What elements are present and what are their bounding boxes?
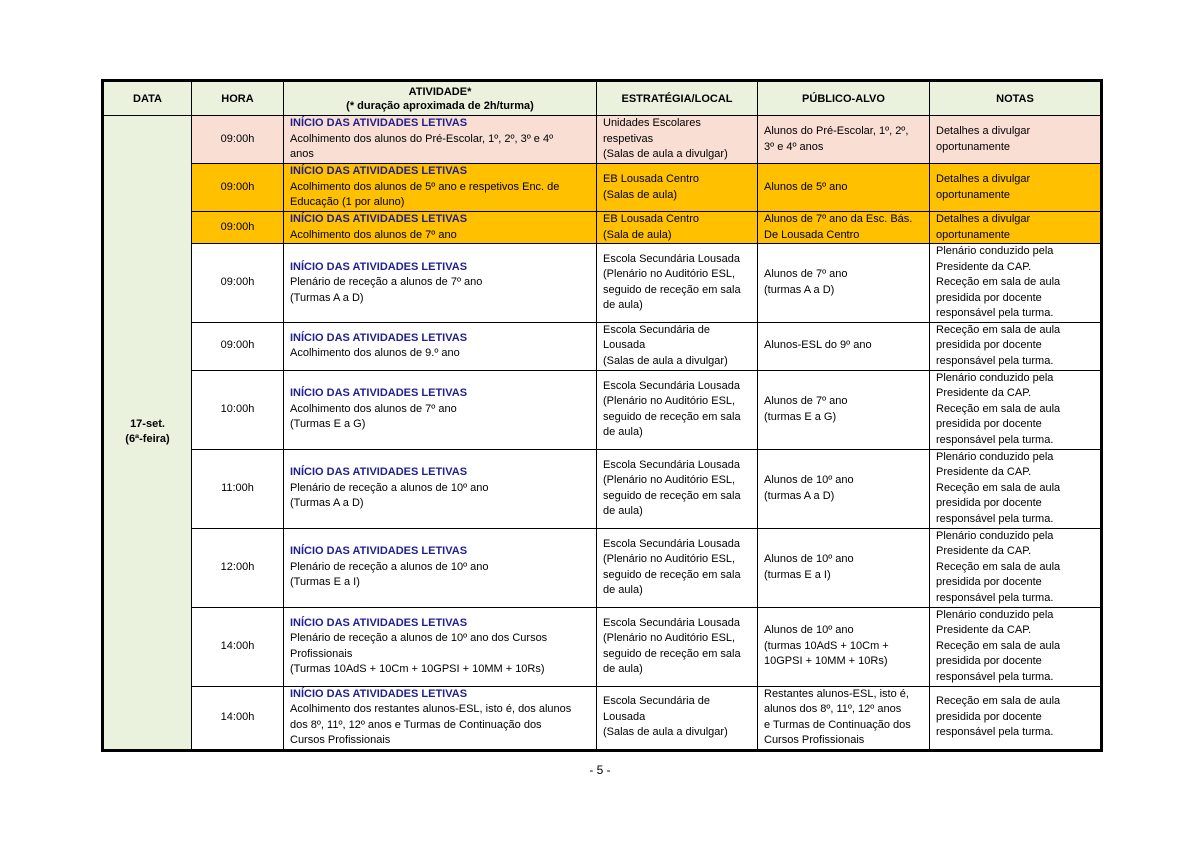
audience-cell (758, 686, 930, 750)
audience-line: De Lousada Centro (764, 228, 860, 241)
strategy-line: Escola Secundária de (603, 695, 711, 708)
activity-desc-line: Plenário de receção a alunos de 10º ano (290, 481, 489, 494)
activity-cell (284, 322, 597, 370)
audience-line: (turmas E a I) (764, 568, 831, 581)
strategy-cell (597, 212, 758, 244)
strategy-line: (Salas de aula a divulgar) (603, 354, 728, 367)
audience-line: Alunos de 7º ano (764, 395, 848, 407)
notes-line: responsável pela turma. (936, 512, 1054, 525)
notes-line: Presidente da CAP. (936, 624, 1032, 637)
strategy-line: Escola Secundária Lousada (603, 458, 740, 471)
notes-cell (930, 528, 1102, 607)
notes-line: presidida por docente (936, 291, 1042, 304)
notes-cell (930, 322, 1102, 370)
strategy-line: (Plenário no Auditório ESL, (603, 395, 736, 407)
audience-cell (758, 212, 930, 244)
notes-line: Detalhes a divulgar (936, 125, 1031, 137)
table-row (103, 244, 1102, 323)
header-data: DATA (103, 81, 192, 116)
time-cell: 09:00h (192, 212, 284, 244)
time-cell: 09:00h (192, 322, 284, 370)
strategy-line: de aula) (603, 505, 643, 517)
strategy-line: Unidades Escolares (603, 117, 701, 130)
audience-line: Alunos de 10º ano (764, 624, 854, 637)
activity-cell (284, 164, 597, 212)
notes-line: Receção em sala de aula (936, 639, 1061, 652)
strategy-line: Escola Secundária Lousada (603, 252, 740, 265)
activity-desc-line: Plenário de receção a alunos de 10º ano (290, 560, 489, 573)
table-row (103, 322, 1102, 370)
activity-desc-line: anos (290, 148, 314, 161)
activity-desc-line: Plenário de receção a alunos de 7º ano (290, 276, 483, 288)
date-line1: 17-set. (130, 417, 165, 430)
strategy-line: seguido de receção em sala (603, 283, 741, 296)
notes-line: Presidente da CAP. (936, 260, 1032, 273)
audience-line: e Turmas de Continuação dos (764, 718, 911, 731)
strategy-line: (Sala de aula) (603, 228, 672, 241)
strategy-line: (Salas de aula a divulgar) (603, 726, 728, 739)
strategy-line: (Plenário no Auditório ESL, (603, 268, 736, 281)
notes-line: responsável pela turma. (936, 591, 1054, 604)
strategy-line: de aula) (603, 584, 643, 596)
activity-title: INÍCIO DAS ATIVIDADES LETIVAS (290, 260, 468, 273)
notes-line: Plenário conduzido pela (936, 371, 1054, 384)
strategy-line: (Plenário no Auditório ESL, (603, 474, 736, 486)
notes-line: oportunamente (936, 188, 1010, 201)
notes-line: responsável pela turma. (936, 433, 1054, 446)
header-atividade (284, 81, 597, 116)
table-row (103, 528, 1102, 607)
strategy-cell (597, 370, 758, 449)
header-atividade-note: (* duração aproximada de 2h/turma) (346, 99, 534, 112)
notes-line: Receção em sala de aula (936, 402, 1061, 415)
notes-line: Detalhes a divulgar (936, 213, 1031, 225)
strategy-line: seguido de receção em sala (603, 568, 741, 581)
notes-line: presidida por docente (936, 497, 1042, 510)
notes-line: Presidente da CAP. (936, 387, 1032, 400)
activity-desc-line: (Turmas E a G) (290, 418, 366, 431)
activity-title: INÍCIO DAS ATIVIDADES LETIVAS (290, 165, 468, 178)
activity-desc-line: (Turmas A a D) (290, 291, 364, 304)
header-notas: NOTAS (930, 81, 1102, 116)
activity-title: INÍCIO DAS ATIVIDADES LETIVAS (290, 616, 468, 629)
table-header-row (103, 81, 1102, 116)
activity-title: INÍCIO DAS ATIVIDADES LETIVAS (290, 687, 468, 700)
notes-line: responsável pela turma. (936, 670, 1054, 683)
strategy-line: de aula) (603, 426, 643, 438)
time-cell: 14:00h (192, 686, 284, 750)
audience-line: Alunos-ESL do 9º ano (764, 339, 872, 352)
notes-line: Plenário conduzido pela (936, 245, 1054, 257)
time-cell: 09:00h (192, 244, 284, 323)
strategy-line: Escola Secundária de (603, 323, 711, 336)
activity-desc-line: Acolhimento dos alunos de 7º ano (290, 228, 457, 241)
date-cell (103, 116, 192, 751)
notes-line: Presidente da CAP. (936, 545, 1032, 558)
header-atividade-title: ATIVIDADE* (408, 85, 472, 98)
notes-line: presidida por docente (936, 576, 1042, 589)
audience-line: Cursos Profissionais (764, 734, 865, 746)
notes-line: Receção em sala de aula (936, 695, 1061, 708)
notes-cell (930, 370, 1102, 449)
strategy-cell (597, 528, 758, 607)
activity-desc-line: Plenário de receção a alunos de 10º ano dos Cursos (290, 632, 548, 644)
strategy-line: EB Lousada Centro (603, 213, 700, 225)
strategy-line: (Salas de aula a divulgar) (603, 148, 728, 161)
activity-title: INÍCIO DAS ATIVIDADES LETIVAS (290, 213, 468, 225)
audience-cell (758, 164, 930, 212)
audience-line: 3º e 4º anos (764, 140, 824, 153)
audience-line: Alunos de 10º ano (764, 553, 854, 565)
strategy-line: Escola Secundária Lousada (603, 616, 740, 629)
strategy-line: (Salas de aula) (603, 188, 677, 201)
strategy-line: (Plenário no Auditório ESL, (603, 632, 736, 644)
header-publico: PÚBLICO-ALVO (758, 81, 930, 116)
time-cell: 12:00h (192, 528, 284, 607)
strategy-line: Escola Secundária Lousada (603, 379, 740, 392)
strategy-line: seguido de receção em sala (603, 489, 741, 502)
strategy-line: Lousada (603, 710, 646, 723)
date-line2: (6ª-feira) (125, 433, 170, 446)
strategy-cell (597, 686, 758, 750)
notes-line: responsável pela turma. (936, 354, 1054, 367)
strategy-cell (597, 322, 758, 370)
activity-title: INÍCIO DAS ATIVIDADES LETIVAS (290, 331, 468, 344)
activity-cell (284, 528, 597, 607)
table-row (103, 116, 1102, 164)
notes-cell (930, 244, 1102, 323)
header-hora: HORA (192, 81, 284, 116)
audience-cell (758, 607, 930, 686)
table-row (103, 686, 1102, 750)
notes-cell (930, 116, 1102, 164)
activity-desc-line: Acolhimento dos alunos do Pré-Escolar, 1º, 2º, 3º e 4º (290, 132, 554, 145)
audience-cell (758, 322, 930, 370)
strategy-line: seguido de receção em sala (603, 410, 741, 423)
strategy-line: de aula) (603, 299, 643, 312)
audience-cell (758, 244, 930, 323)
audience-line: Alunos de 7º ano (764, 268, 848, 281)
notes-line: oportunamente (936, 140, 1010, 153)
audience-cell (758, 370, 930, 449)
strategy-line: Escola Secundária Lousada (603, 537, 740, 550)
notes-line: responsável pela turma. (936, 726, 1054, 739)
notes-line: Receção em sala de aula (936, 323, 1061, 336)
schedule-table (101, 79, 1103, 752)
activity-title: INÍCIO DAS ATIVIDADES LETIVAS (290, 117, 468, 130)
activity-desc-line: Acolhimento dos alunos de 7º ano (290, 402, 457, 415)
strategy-line: EB Lousada Centro (603, 173, 700, 185)
header-estrategia: ESTRATÉGIA/LOCAL (597, 81, 758, 116)
audience-cell (758, 449, 930, 528)
activity-title: INÍCIO DAS ATIVIDADES LETIVAS (290, 466, 468, 479)
audience-line: Restantes alunos-ESL, isto é, (764, 687, 909, 700)
time-cell: 09:00h (192, 116, 284, 164)
table-row (103, 607, 1102, 686)
audience-line: (turmas A a D) (764, 283, 835, 296)
activity-desc-line: Profissionais (290, 647, 353, 660)
time-cell: 11:00h (192, 449, 284, 528)
page-number: - 5 - (589, 763, 611, 777)
activity-desc-line: (Turmas E a I) (290, 576, 360, 589)
time-cell: 10:00h (192, 370, 284, 449)
notes-line: Receção em sala de aula (936, 481, 1061, 494)
activity-cell (284, 212, 597, 244)
notes-line: responsável pela turma. (936, 307, 1054, 319)
activity-title: INÍCIO DAS ATIVIDADES LETIVAS (290, 387, 468, 400)
table-row (103, 370, 1102, 449)
activity-cell (284, 370, 597, 449)
strategy-line: de aula) (603, 663, 643, 675)
strategy-cell (597, 164, 758, 212)
strategy-line: Lousada (603, 339, 646, 352)
time-cell: 14:00h (192, 607, 284, 686)
table-row (103, 449, 1102, 528)
notes-line: Plenário conduzido pela (936, 608, 1054, 621)
notes-line: presidida por docente (936, 339, 1042, 352)
audience-cell (758, 528, 930, 607)
table-row (103, 164, 1102, 212)
audience-line: alunos dos 8º, 11º, 12º anos (764, 703, 902, 715)
notes-line: Plenário conduzido pela (936, 450, 1054, 463)
audience-line: Alunos de 5º ano (764, 180, 848, 193)
strategy-line: respetivas (603, 132, 654, 145)
notes-cell (930, 164, 1102, 212)
activity-title: INÍCIO DAS ATIVIDADES LETIVAS (290, 545, 468, 558)
notes-line: presidida por docente (936, 710, 1042, 723)
notes-line: Plenário conduzido pela (936, 529, 1054, 542)
table-body (103, 116, 1102, 751)
activity-cell (284, 244, 597, 323)
notes-line: Receção em sala de aula (936, 276, 1061, 288)
audience-line: (turmas A a D) (764, 489, 835, 502)
time-cell: 09:00h (192, 164, 284, 212)
activity-desc-line: Acolhimento dos alunos de 5º ano e respetivos Enc. de (290, 180, 560, 193)
notes-line: Receção em sala de aula (936, 560, 1061, 573)
strategy-cell (597, 449, 758, 528)
audience-cell (758, 116, 930, 164)
audience-line: (turmas E a G) (764, 410, 837, 423)
activity-cell (284, 449, 597, 528)
audience-line: Alunos de 10º ano (764, 474, 854, 486)
notes-cell (930, 607, 1102, 686)
activity-desc-line: Acolhimento dos alunos de 9.º ano (290, 347, 460, 359)
activity-cell (284, 686, 597, 750)
audience-line: 10GPSI + 10MM + 10Rs) (764, 655, 888, 668)
activity-desc-line: (Turmas A a D) (290, 497, 364, 510)
activity-desc-line: Acolhimento dos restantes alunos-ESL, isto é, dos alunos (290, 703, 572, 715)
strategy-cell (597, 607, 758, 686)
activity-cell (284, 116, 597, 164)
audience-line: Alunos de 7º ano da Esc. Bás. (764, 213, 913, 225)
activity-desc-line: dos 8º, 11º, 12º anos e Turmas de Continuação dos (290, 718, 542, 731)
notes-line: oportunamente (936, 228, 1010, 241)
strategy-line: (Plenário no Auditório ESL, (603, 553, 736, 565)
notes-line: Detalhes a divulgar (936, 173, 1031, 185)
notes-line: Presidente da CAP. (936, 466, 1032, 479)
audience-line: (turmas 10AdS + 10Cm + (764, 639, 889, 652)
notes-cell (930, 686, 1102, 750)
notes-cell (930, 449, 1102, 528)
audience-line: Alunos do Pré-Escolar, 1º, 2º, (764, 125, 909, 137)
strategy-line: seguido de receção em sala (603, 647, 741, 660)
notes-line: presidida por docente (936, 418, 1042, 431)
activity-desc-line: (Turmas 10AdS + 10Cm + 10GPSI + 10MM + 10Rs) (290, 663, 545, 675)
activity-desc-line: Educação (1 por aluno) (290, 196, 405, 209)
activity-desc-line: Cursos Profissionais (290, 734, 391, 746)
strategy-cell (597, 116, 758, 164)
notes-line: presidida por docente (936, 655, 1042, 668)
table-row (103, 212, 1102, 244)
strategy-cell (597, 244, 758, 323)
notes-cell (930, 212, 1102, 244)
activity-cell (284, 607, 597, 686)
